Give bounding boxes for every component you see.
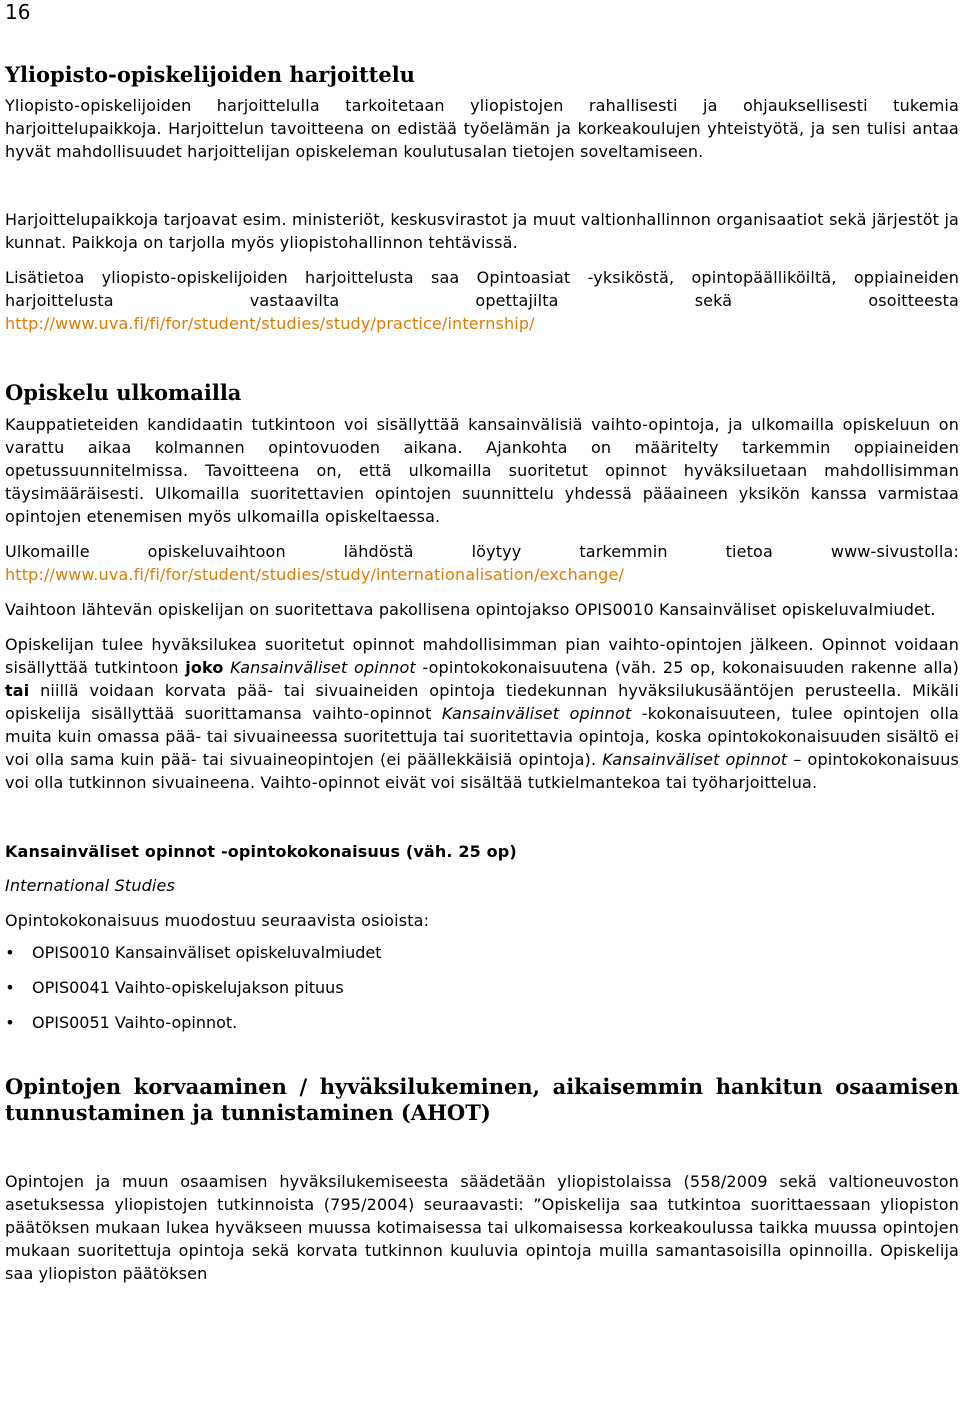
recognition-text-i: -kokonaisuuteen, tulee opintojen olla muita kuin omassa pää- tai sivuaineessa suoritettuja tai suoritettavia opintoja, koska opintokokonaisuuden sisältö ei voi olla sama kuin pää- tai sivuaineopintojen (ei päällekkäisiä opintoja). xyxy=(5,704,959,769)
list-item xyxy=(5,941,959,964)
international-studies-title: Kansainväliset opinnot -opintokokonaisuus (väh. 25 op) xyxy=(5,842,517,861)
international-studies-subtitle: International Studies xyxy=(5,876,175,895)
recognition-text-k: opintokokonaisuus voi olla tutkinnon sivuaineena. Vaihto-opinnot eivät voi sisältää tutkielmantekoa tai työharjoittelua. xyxy=(5,750,959,792)
paragraph-ahot-law: Opintojen ja muun osaamisen hyväksilukemiseesta säädetään yliopistolaissa (558/2009 sekä valtioneuvoston asetuksessa yliopistojen tutkinnoista (795/2004) seuraavasti: ”Opiskelija saa tutkintoa suorittaessaan yliopiston päätöksen mukaan lukea hyväkseen muussa kotimaisessa tai ulkomaisessa korkeakoulussa taikka muussa opintojen mukaan suoritettuja opintoja sekä korvata tutkinnon kuuluvia opintoja muilla samantasoisilla opinnoilla. Opiskelija saa yliopiston päätöksen xyxy=(5,1172,959,1283)
bullet-icon: • xyxy=(5,943,15,962)
abroad-website-link[interactable]: http://www.uva.fi/fi/for/student/studies/study/internationalisation/exchange/ xyxy=(5,565,625,584)
list-item xyxy=(5,976,959,999)
paragraph-internship-places: Harjoittelupaikkoja tarjoavat esim. ministeriöt, keskusvirastot ja muut valtionhallinnon organisaatiot sekä järjestöt ja kunnat. Paikkoja on tarjolla myös yliopistohallinnon tehtävissä. xyxy=(5,210,959,252)
abroad-website-text: Ulkomaille opiskeluvaihtoon lähdöstä löytyy tarkemmin tietoa www-sivustolla: xyxy=(5,542,959,561)
bullet-icon: • xyxy=(5,978,15,997)
section-title-study-abroad: Opiskelu ulkomailla xyxy=(5,380,242,405)
recognition-italic-ks-3: Kansainväliset opinnot – xyxy=(602,750,802,769)
recognition-italic-ks-1: Kansainväliset opinnot xyxy=(230,658,416,677)
internship-info-text: Lisätietoa yliopisto-opiskelijoiden harjoittelusta saa Opintoasiat -yksiköstä, opintopäälliköiltä, oppiaineiden harjoittelusta vastaavilta opettajilta sekä osoitteesta xyxy=(5,268,959,310)
document-content xyxy=(5,62,959,1285)
paragraph-abroad-website xyxy=(5,540,959,586)
paragraph-abroad-recognition xyxy=(5,633,959,794)
international-studies-block xyxy=(5,840,959,1034)
recognition-emphasis-joko: joko xyxy=(185,658,224,677)
list-item-label: OPIS0010 Kansainväliset opiskeluvalmiudet xyxy=(32,943,382,962)
paragraph-abroad-mandatory: Vaihtoon lähtevän opiskelijan on suoritettava pakollisena opintojakso OPIS0010 Kansainväliset opiskeluvalmiudet. xyxy=(5,600,936,619)
paragraph-internship-intro: Yliopisto-opiskelijoiden harjoittelulla tarkoitetaan yliopistojen rahallisesti ja ohjauksellisesti tukemia harjoittelupaikkoja. Harjoittelun tavoitteena on edistää työelämän ja korkeakoulujen yhteistyötä, ja sen tulisi antaa hyvät mahdollisuudet harjoittelijan opiskeleman koulutusalan tietojen soveltamiseen. xyxy=(5,96,959,161)
recognition-text-e: -opintokokonaisuutena (väh. 25 op, kokonaisuuden rakenne alla) xyxy=(415,658,959,677)
section-title-recognition-ahot: Opintojen korvaaminen / hyväksilukeminen, aikaisemmin hankitun osaamisen tunnustaminen ja tunnistaminen (AHOT) xyxy=(5,1074,959,1125)
recognition-text-g: niillä voidaan korvata pää- tai sivuaineiden opintoja tiedekunnan hyväksilukusääntöjen perusteella. Mikäli opiskelija sisällyttää suorittamansa vaihto-opinnot xyxy=(5,681,959,723)
international-studies-list xyxy=(5,941,959,1034)
list-item-label: OPIS0051 Vaihto-opinnot. xyxy=(32,1013,238,1032)
recognition-italic-ks-2: Kansainväliset opinnot xyxy=(441,704,632,723)
paragraph-abroad-intro: Kauppatieteiden kandidaatin tutkintoon voi sisällyttää kansainvälisiä vaihto-opintoja, ja ulkomailla opiskeluun on varattu aikaa kolmannen opintovuoden aikana. Ajankohta on määritelty tarkemmin oppiaineiden opetussuunnitelmissa. Tavoitteena on, että ulkomailla suoritetut opinnot hyväksiluetaan mahdollisimman täysimääräisesti. Ulkomailla suoritettavien opintojen suunnittelu yhdessä pääaineen yksikön kanssa varmistaa opintojen etenemisen myös ulkomailla opiskeltaessa. xyxy=(5,415,959,526)
paragraph-internship-info xyxy=(5,266,959,335)
internship-info-link[interactable]: http://www.uva.fi/fi/for/student/studies/study/practice/internship/ xyxy=(5,314,535,333)
list-item xyxy=(5,1011,959,1034)
recognition-emphasis-tai: tai xyxy=(5,681,30,700)
bullet-icon: • xyxy=(5,1013,15,1032)
page-number: 16 xyxy=(5,0,31,24)
recognition-text-a: Opiskelijan tulee hyväksilukea suoritetut opinnot mahdollisimman pian vaihto-opintojen jälkeen. Opinnot voidaan sisällyttää tutkintoon xyxy=(5,635,959,677)
international-studies-intro: Opintokokonaisuus muodostuu seuraavista osioista: xyxy=(5,911,430,930)
section-title-internship: Yliopisto-opiskelijoiden harjoittelu xyxy=(5,62,415,87)
list-item-label: OPIS0041 Vaihto-opiskelujakson pituus xyxy=(32,978,344,997)
